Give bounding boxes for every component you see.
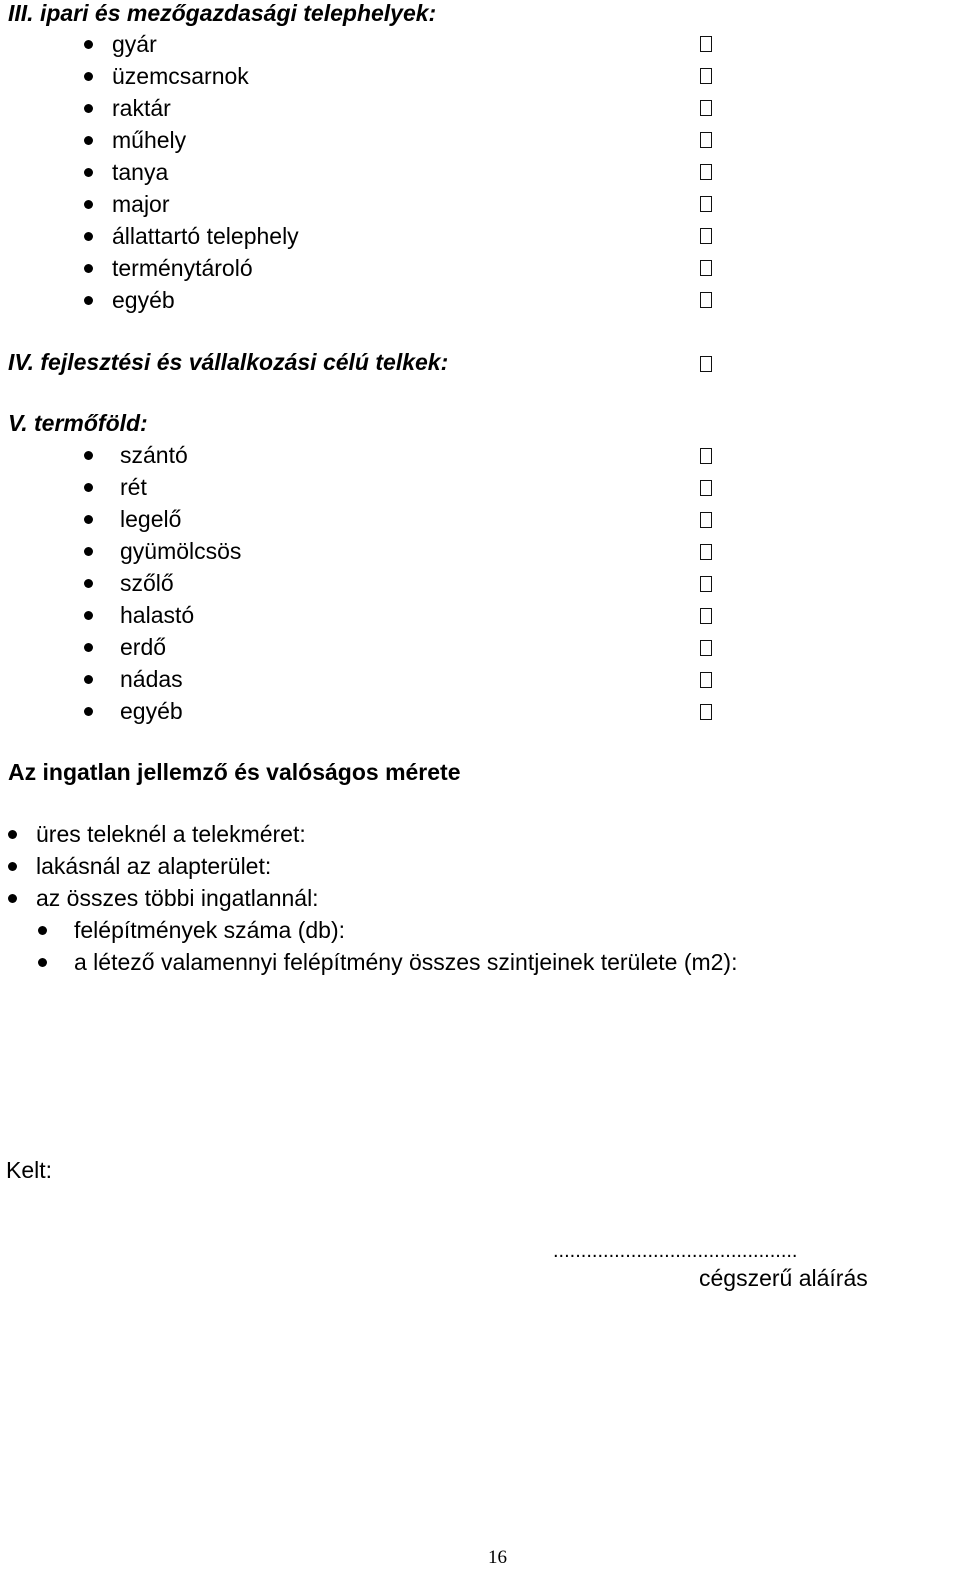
list-item-label: üres teleknél a telekméret: (36, 821, 306, 847)
checkbox[interactable] (700, 448, 712, 464)
bullet-icon (84, 72, 93, 81)
signature-dots: ............................................ (553, 1240, 798, 1262)
checkbox[interactable] (700, 228, 712, 244)
list-item-label: raktár (112, 95, 171, 121)
bullet-icon (38, 926, 47, 935)
list-item-label: gyümölcsös (120, 538, 242, 564)
kelt-label: Kelt: (6, 1157, 53, 1183)
checkbox[interactable] (700, 672, 712, 688)
signature-label: cégszerű aláírás (699, 1265, 868, 1291)
list-item-label: állattartó telephely (112, 223, 299, 249)
checkbox[interactable] (700, 544, 712, 560)
checkbox[interactable] (700, 356, 712, 372)
section-3-title: III. ipari és mezőgazdasági telephelyek: (8, 0, 437, 26)
list-item-label: major (112, 191, 170, 217)
list-item-label: lakásnál az alapterület: (36, 853, 272, 879)
checkbox[interactable] (700, 608, 712, 624)
checkbox[interactable] (700, 36, 712, 52)
bullet-icon (84, 136, 93, 145)
bullet-icon (8, 862, 17, 871)
bullet-icon (84, 264, 93, 273)
list-item-label: erdő (120, 634, 167, 660)
page-number: 16 (488, 1547, 507, 1568)
list-item-label: halastó (120, 602, 195, 628)
size-section-title: Az ingatlan jellemző és valóságos mérete (8, 759, 461, 785)
checkbox[interactable] (700, 260, 712, 276)
bullet-icon (84, 200, 93, 209)
bullet-icon (8, 830, 17, 839)
checkbox[interactable] (700, 512, 712, 528)
list-item-label: gyár (112, 31, 157, 57)
section-4-title: IV. fejlesztési és vállalkozási célú telkek: (8, 349, 449, 375)
bullet-icon (84, 232, 93, 241)
list-item-label: szőlő (120, 570, 174, 596)
list-item-label: műhely (112, 127, 187, 153)
bullet-icon (84, 515, 93, 524)
bullet-icon (84, 483, 93, 492)
checkbox[interactable] (700, 100, 712, 116)
checkbox[interactable] (700, 164, 712, 180)
list-item-label: egyéb (120, 698, 183, 724)
bullet-icon (84, 579, 93, 588)
list-item-label: legelő (120, 506, 182, 532)
bullet-icon (8, 894, 17, 903)
list-item-label: szántó (120, 442, 188, 468)
bullet-icon (84, 707, 93, 716)
section-5-title: V. termőföld: (8, 410, 148, 436)
list-item-label: egyéb (112, 287, 175, 313)
checkbox[interactable] (700, 576, 712, 592)
list-item-label: a létező valamennyi felépítmény összes szintjeinek területe (m2): (74, 949, 738, 975)
bullet-icon (84, 168, 93, 177)
checkbox[interactable] (700, 704, 712, 720)
checkbox[interactable] (700, 132, 712, 148)
checkbox[interactable] (700, 640, 712, 656)
bullet-icon (84, 104, 93, 113)
list-item-label: rét (120, 474, 147, 500)
list-item-label: üzemcsarnok (112, 63, 249, 89)
checkbox[interactable] (700, 480, 712, 496)
bullet-icon (84, 451, 93, 460)
bullet-icon (84, 675, 93, 684)
list-item-label: felépítmények száma (db): (74, 917, 346, 943)
checkbox[interactable] (700, 68, 712, 84)
bullet-icon (84, 296, 93, 305)
list-item-label: az összes többi ingatlannál: (36, 885, 319, 911)
bullet-icon (84, 611, 93, 620)
bullet-icon (84, 547, 93, 556)
checkbox[interactable] (700, 292, 712, 308)
checkbox[interactable] (700, 196, 712, 212)
list-item-label: terménytároló (112, 255, 253, 281)
bullet-icon (84, 643, 93, 652)
list-item-label: nádas (120, 666, 183, 692)
bullet-icon (38, 958, 47, 967)
bullet-icon (84, 40, 93, 49)
list-item-label: tanya (112, 159, 169, 185)
